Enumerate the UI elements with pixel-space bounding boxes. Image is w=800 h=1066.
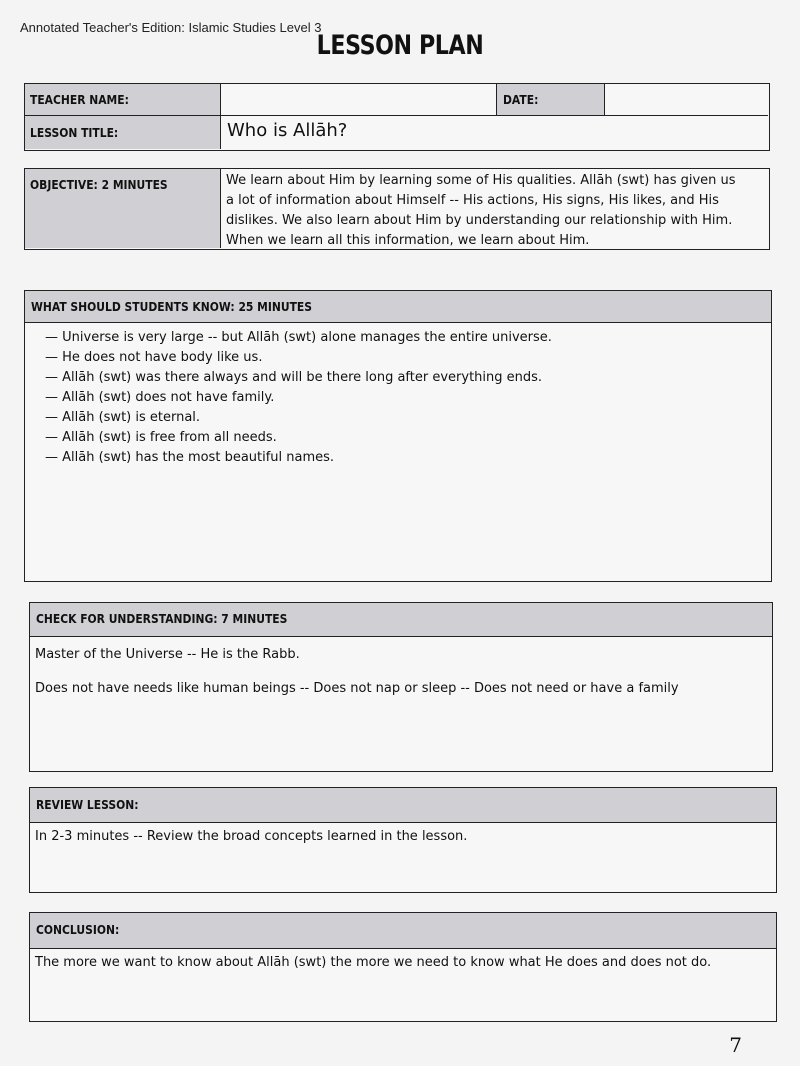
students-know-header [25,291,771,323]
objective-line: When we learn all this information, we learn about Him. [226,233,590,248]
objective-section [24,168,770,250]
check-understanding-line: Master of the Universe -- He is the Rabb. [35,647,300,662]
check-understanding-content [30,637,772,699]
teacher-name-label-cell [25,84,221,116]
conclusion-content [30,949,776,973]
list-item: — Universe is very large -- but Allāh (swt) alone manages the entire universe. [45,330,552,345]
review-header [30,788,776,823]
list-item: — Allāh (swt) has the most beautiful names. [45,450,335,465]
objective-line: dislikes. We also learn about Him by understanding our relationship with Him. [226,213,733,228]
check-understanding-header [30,603,772,637]
review-text: In 2-3 minutes -- Review the broad concepts learned in the lesson. [35,829,468,844]
objective-label-cell [25,169,221,248]
lesson-title-value: Who is Allāh? [227,120,348,141]
students-know-list [25,323,771,468]
conclusion-section [29,912,777,1022]
list-item: — Allāh (swt) was there always and will be there long after everything ends. [45,370,543,385]
lesson-title-label: LESSON TITLE: [30,125,119,140]
students-know-label: WHAT SHOULD STUDENTS KNOW: 25 MINUTES [31,299,313,314]
lesson-title-label-cell [25,116,221,149]
objective-line: a lot of information about Himself -- His actions, His signs, His likes, and His [226,193,719,208]
page-title: LESSON PLAN [316,30,484,61]
teacher-name-field[interactable] [221,84,497,116]
date-label-cell [497,84,605,116]
students-know-section [24,290,772,582]
date-label: DATE: [503,92,539,107]
list-item: — Allāh (swt) does not have family. [45,390,275,405]
list-item: — He does not have body like us. [45,350,263,365]
review-content [30,823,776,847]
list-item: — Allāh (swt) is eternal. [45,410,201,425]
date-field[interactable] [605,84,768,116]
teacher-name-label: TEACHER NAME: [30,92,129,107]
check-understanding-line: Does not have needs like human beings -- Does not nap or sleep -- Does not need or have a family [35,681,679,696]
objective-label: OBJECTIVE: 2 MINUTES [30,177,168,192]
check-understanding-section [29,602,773,772]
objective-line: We learn about Him by learning some of His qualities. Allāh (swt) has given us [226,173,736,188]
check-understanding-label: CHECK FOR UNDERSTANDING: 7 MINUTES [36,611,288,626]
conclusion-label: CONCLUSION: [36,922,120,937]
objective-content [221,169,768,248]
review-label: REVIEW LESSON: [36,797,139,812]
conclusion-header [30,913,776,949]
info-table [24,83,770,151]
review-section [29,787,777,893]
edition-header: Annotated Teacher's Edition: Islamic Studies Level 3 [20,20,322,35]
page-number: 7 [729,1033,742,1057]
list-item: — Allāh (swt) is free from all needs. [45,430,277,445]
lesson-title-field[interactable] [221,116,768,149]
conclusion-text: The more we want to know about Allāh (swt) the more we need to know what He does and does not do. [35,955,712,970]
